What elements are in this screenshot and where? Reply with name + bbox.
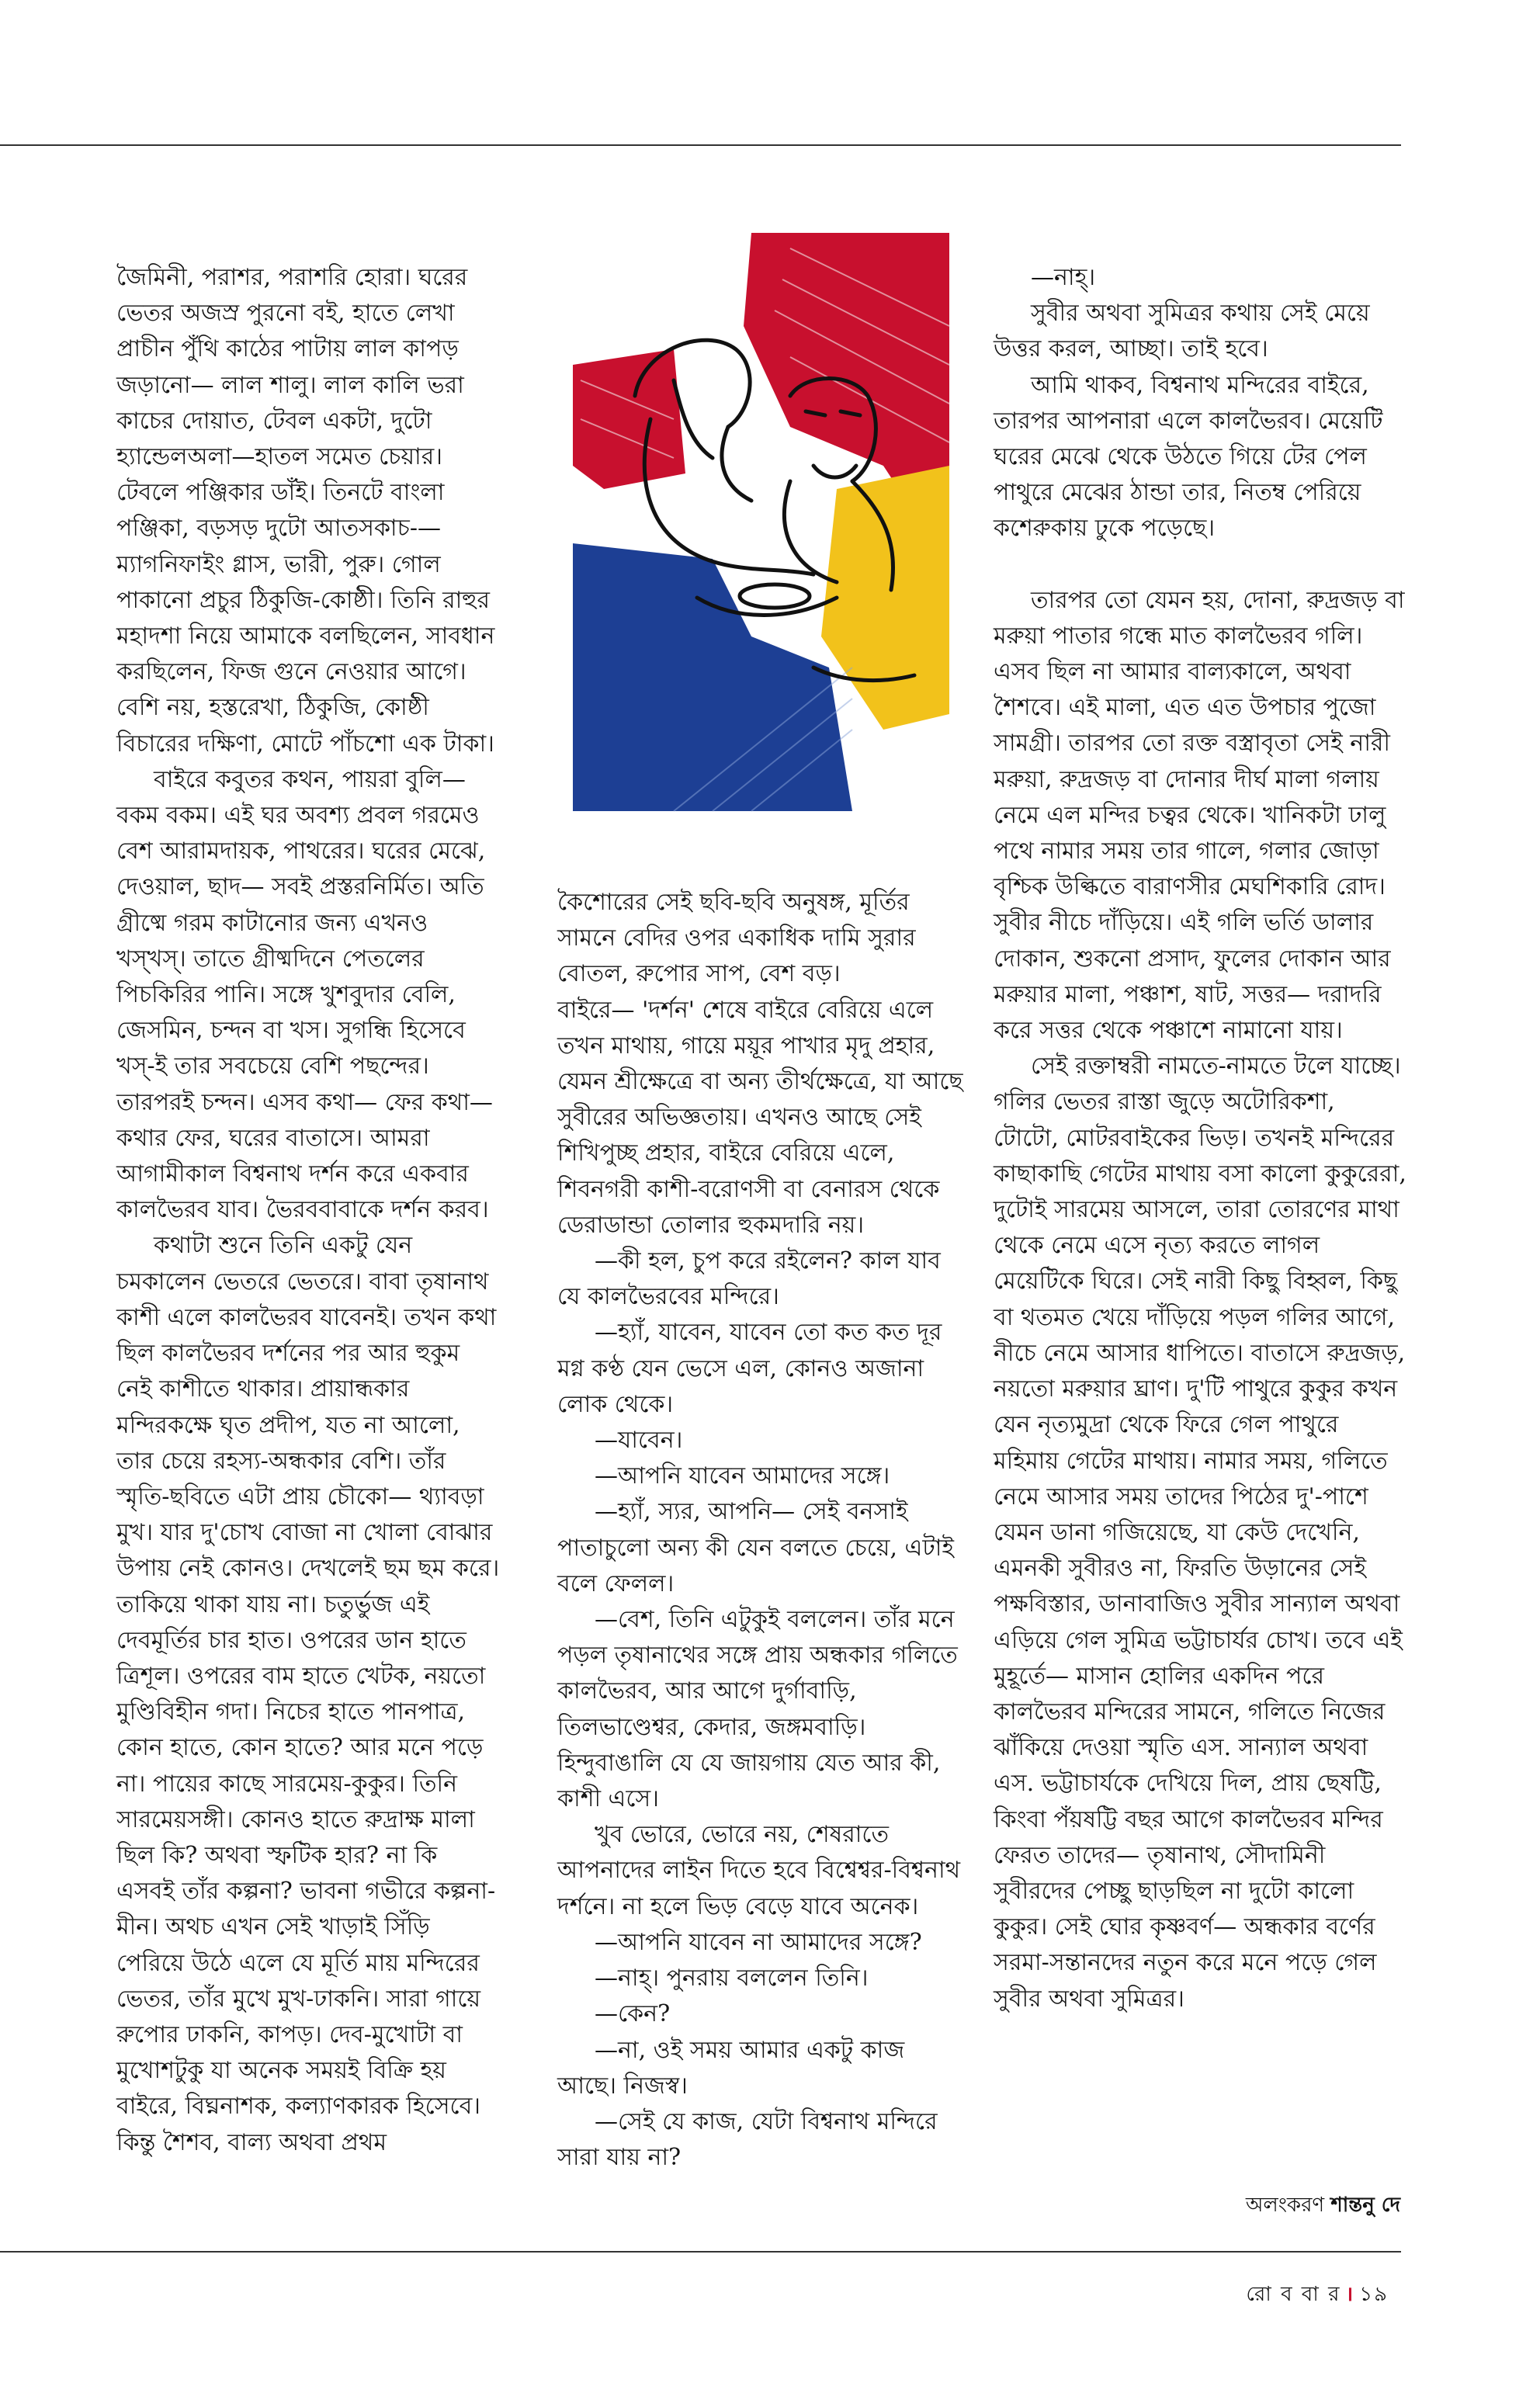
story-illustration xyxy=(557,233,949,811)
col3-para-3: আমি থাকব, বিশ্বনাথ মন্দিরের বাইরে, তারপর আপনারা এলে কালভৈরব। মেয়েটি ঘরের মেঝে থেকে উঠতে গিয়ে টের পেল পাথুরে মেঝের ঠান্ডা তার, নিতম্ব পেরিয়ে কশেরুকায় ঢুকে পড়েছে। xyxy=(994,371,1383,543)
col2-para-12: —কেন? xyxy=(595,2000,671,2028)
folio-separator: । xyxy=(1345,2283,1355,2306)
col2-para-5: —যাবেন। xyxy=(595,1427,683,1455)
col1-para-1: জৈমিনী, পরাশর, পরাশরি হোরা। ঘরের ভেতর অজস্র পুরনো বই, হাতে লেখা প্রাচীন পুঁথি কাঠের পাটায় লাল কাপড় জড়ানো— লাল শালু। লাল কালি ভরা কাচের দোয়াত, টেবল একটা, দুটো হ্যান্ডেলঅলা—হাতল সমেত চেয়ার। টেবলে পঞ্জিকার ডাঁই। তিনটে বাংলা পঞ্জিকা, বড়সড় দুটো আতসকাচ-— ম্যাগনিফাইং গ্লাস, ভারী, পুরু। গোল পাকানো প্রচুর ঠিকুজি-কোষ্ঠী। তিনি রাহুর মহাদশা নিয়ে আমাকে বলছিলেন, সাবধান করছিলেন, ফিজ গুনে নেওয়ার আগে। বেশি নয়, হস্তরেখা, ঠিকুজি, কোষ্ঠী বিচারের দক্ষিণা, মোটে পাঁচশো এক টাকা। xyxy=(116,264,495,758)
col2-para-8: —বেশ, তিনি এটুকুই বললেন। তাঁর মনে পড়ল তৃষানাথের সঙ্গে প্রায় অন্ধকার গলিতে কালভৈরব, আর আগে দুর্গাবাড়ি, তিলভাণ্ডেশ্বর, কেদার, জঙ্গমবাড়ি। হিন্দুবাঙালি যে যে জায়গায় যেত আর কী, কাশী এসে। xyxy=(557,1606,958,1813)
col1-para-3: কথাটা শুনে তিনি একটু যেন চমকালেন ভেতরে ভেতরে। বাবা তৃষানাথ কাশী এলে কালভৈরব যাবেনই। তখন কথা ছিল কালভৈরব দর্শনের পর আর হুকুম নেই কাশীতে থাকার। প্রায়ান্ধকার মন্দিরকক্ষে ঘৃত প্রদীপ, যত না আলো, তার চেয়ে রহস্য-অন্ধকার বেশি। তাঁর স্মৃতি-ছবিতে এটা প্রায় চৌকো— থ্যাবড়া মুখ। যার দু'চোখ বোজা না খোলা বোঝার উপায় নেই কোনও। দেখলেই ছম ছম করে। তাকিয়ে থাকা যায় না। চতুর্ভুজ এই দেবমূর্তির চার হাত। ওপরের ডান হাতে ত্রিশূল। ওপরের বাম হাতে খেটক, নয়তো মুণ্ডিবিহীন গদা। নিচের হাতে পানপাত্র, কোন হাতে, কোন হাতে? আর মনে পড়ে না। পায়ের কাছে সারমেয়-কুকুর। তিনি সারমেয়সঙ্গী। কোনও হাতে রুদ্রাক্ষ মালা ছিল কি? অথবা স্ফটিক হার? না কি এসবই তাঁর কল্পনা? ভাবনা গভীরে কল্পনা-মীন। অথচ এখন সেই খাড়াই সিঁড়ি পেরিয়ে উঠে এলে যে মূর্তি মায় মন্দিরের ভেতর, তাঁর মুখে মুখ-ঢাকনি। সারা গায়ে রুপোর ঢাকনি, কাপড়। দেব-মুখোটা বা মুখোশটুকু যা অনেক সময়ই বিক্রি হয় বাইরে, বিঘ্ননাশক, কল্যাণকারক হিসেবে। কিন্তু শৈশব, বাল্য অথবা প্রথম xyxy=(116,1232,500,2156)
page-number: ১৯ xyxy=(1359,2283,1389,2306)
bottom-rule xyxy=(0,2251,1401,2253)
col2-para-4: —হ্যাঁ, যাবেন, যাবেন তো কত কত দূর মগ্ন কণ্ঠ যেন ভেসে এল, কোনও অজানা লোক থেকে। xyxy=(557,1319,942,1418)
col2-para-9: খুব ভোরে, ভোরে নয়, শেষরাতে আপনাদের লাইন দিতে হবে বিশ্বেশ্বর-বিশ্বনাথ দর্শনে। না হলে ভিড় বেড়ে যাবে অনেক। xyxy=(557,1821,961,1920)
col3-para-4: তারপর তো যেমন হয়, দোনা, রুদ্রজড় বা মরুয়া পাতার গন্ধে মাত কালভৈরব গলি। এসব ছিল না আমার বাল্যকালে, অথবা শৈশবে। এই মালা, এত এত উপচার পুজো সামগ্রী। তারপর তো রক্ত বস্ত্রাবৃতা সেই নারী মরুয়া, রুদ্রজড় বা দোনার দীর্ঘ মালা গলায় নেমে এল মন্দির চত্বর থেকে। খানিকটা ঢালু পথে নামার সময় তার গালে, গলার জোড়া বৃশ্চিক উল্কিতে বারাণসীর মেঘশিকারি রোদ। সুবীর নীচে দাঁড়িয়ে। এই গলি ভর্তি ডালার দোকান, শুকনো প্রসাদ, ফুলের দোকান আর মরুয়ার মালা, পঞ্চাশ, ষাট, সত্তর— দরাদরি করে সত্তর থেকে পঞ্চাশে নামানো যায়। xyxy=(994,586,1405,1045)
col3-para-1: —নাহ্‌। xyxy=(1031,264,1096,291)
col3-para-5: সেই রক্তাম্বরী নামতে-নামতে টলে যাচ্ছে। গলির ভেতর রাস্তা জুড়ে অটোরিকশা, টোটো, মোটরবাইকের ভিড়। তখনই মন্দিরের কাছাকাছি গেটের মাথায় বসা কালো কুকুরেরা, দুটোই সারমেয় আসলে, তারা তোরণের মাথা থেকে নেমে এসে নৃত্য করতে লাগল মেয়েটিকে ঘিরে। সেই নারী কিছু বিহ্বল, কিছু বা থতমত খেয়ে দাঁড়িয়ে পড়ল গলির আগে, নীচে নেমে আসার ধাপিতে। বাতাসে রুদ্রজড়, নয়তো মরুয়ার ঘ্রাণ। দু'টি পাথুরে কুকুর কখন যেন নৃত্যমুদ্রা থেকে ফিরে গেল পাথুরে মহিমায় গেটের মাথায়। নামার সময়, গলিতে নেমে আসার সময় তাদের পিঠের দু'-পাশে যেমন ডানা গজিয়েছে, যা কেউ দেখেনি, এমনকী সুবীরও না, ফিরতি উড়ানের সেই পক্ষবিস্তার, ডানাবাজিও সুবীর সান্যাল অথবা এড়িয়ে গেল সুমিত্র ভট্টাচার্যর চোখ। তবে এই মুহূর্তে— মাসান হোলির একদিন পরে কালভৈরব মন্দিরের সামনে, গলিতে নিজের ঝাঁকিয়ে দেওয়া স্মৃতি এস. সান্যাল অথবা এস. ভট্টাচার্যকে দেখিয়ে দিল, প্রায় ছেষট্টি, কিংবা পঁয়ষট্টি বছর আগে কালভৈরব মন্দির ফেরত তাদের— তৃষানাথ, সৌদামিনী সুবীরদের পেচ্ছু ছাড়ছিল না দুটো কালো কুকুর। সেই ঘোর কৃষ্ণবর্ণ— অন্ধকার বর্ণের সরমা-সন্তানদের নতুন করে মনে পড়ে গেল সুবীর অথবা সুমিত্রর। xyxy=(994,1053,1406,2013)
credit-label: অলংকরণ xyxy=(1245,2194,1325,2217)
col2-para-14: —সেই যে কাজ, যেটা বিশ্বনাথ মন্দিরে সারা যায় না? xyxy=(557,2107,938,2172)
col2-para-1: কৈশোরের সেই ছবি-ছবি অনুষঙ্গ, মূর্তির সামনে বেদির ওপর একাধিক দামি সুরার বোতল, রুপোর সাপ, বেশ বড়। xyxy=(557,889,916,988)
page-folio xyxy=(1246,2278,1389,2312)
col2-para-11: —নাহ্‌। পুনরায় বললেন তিনি। xyxy=(595,1965,869,1992)
col2-para-6: —আপনি যাবেন আমাদের সঙ্গে। xyxy=(595,1462,890,1490)
red-block-left xyxy=(573,349,685,489)
illustration-credit xyxy=(1246,2189,1400,2223)
column-2 xyxy=(557,885,965,2197)
top-rule xyxy=(0,144,1401,146)
col2-para-7: —হ্যাঁ, স্যর, আপনি— সেই বনসাই পাতাচুলো অন্য কী যেন বলতে চেয়ে, এটাই বলে ফেলল। xyxy=(557,1498,955,1597)
col3-para-2: সুবীর অথবা সুমিত্রর কথায় সেই মেয়ে উত্তর করল, আচ্ছা। তাই হবে। xyxy=(994,300,1370,363)
credit-artist: শান্তনু দে xyxy=(1330,2194,1400,2217)
col1-para-2: বাইরে কবুতর কথন, পায়রা বুলি— বকম বকম। এই ঘর অবশ্য প্রবল গরমেও বেশ আরামদায়ক, পাথরের। ঘরের মেঝে, দেওয়াল, ছাদ— সবই প্রস্তরনির্মিত। অতি গ্রীষ্মে গরম কাটানোর জন্য এখনও খস্‌খস্‌। তাতে গ্রীষ্মদিনে পেতলের পিচকিরির পানি। সঙ্গে খুশবুদার বেলি, জেসমিন, চন্দন বা খস। সুগন্ধি হিসেবে খস্‌-ই তার সবচেয়ে বেশি পছন্দের। তারপরই চন্দন। এসব কথা— ফের কথা— কথার ফের, ঘরের বাতাসে। আমরা আগামীকাল বিশ্বনাথ দর্শন করে একবার কালভৈরব যাব। ভৈরববাবাকে দর্শন করব। xyxy=(116,765,493,1224)
column-1 xyxy=(116,260,501,2193)
col2-para-13: —না, ওই সময় আমার একটু কাজ আছে। নিজস্ব। xyxy=(557,2036,905,2100)
col2-para-10: —আপনি যাবেন না আমাদের সঙ্গে? xyxy=(595,1928,922,1956)
magazine-name: রো ব বা র xyxy=(1246,2283,1341,2306)
col2-para-2: বাইরে— 'দর্শন' শেষে বাইরে বেরিয়ে এলে তখন মাথায়, গায়ে ময়ূর পাখার মৃদু প্রহার, যেমন শ্রীক্ষেত্রে বা অন্য তীর্থক্ষেত্রে, যা আছে সুবীরের অভিজ্ঞতায়। এখনও আছে সেই শিখিপুচ্ছ প্রহার, বাইরে বেরিয়ে এলে, শিবনগরী কাশী-বরোণসী বা বেনারস থেকে ডেরাডান্ডা তোলার হুকমদারি নয়। xyxy=(557,996,963,1239)
col2-para-3: —কী হল, চুপ করে রইলেন? কাল যাব যে কালভৈরবের মন্দিরে। xyxy=(557,1247,941,1311)
column-3 xyxy=(994,260,1406,2013)
